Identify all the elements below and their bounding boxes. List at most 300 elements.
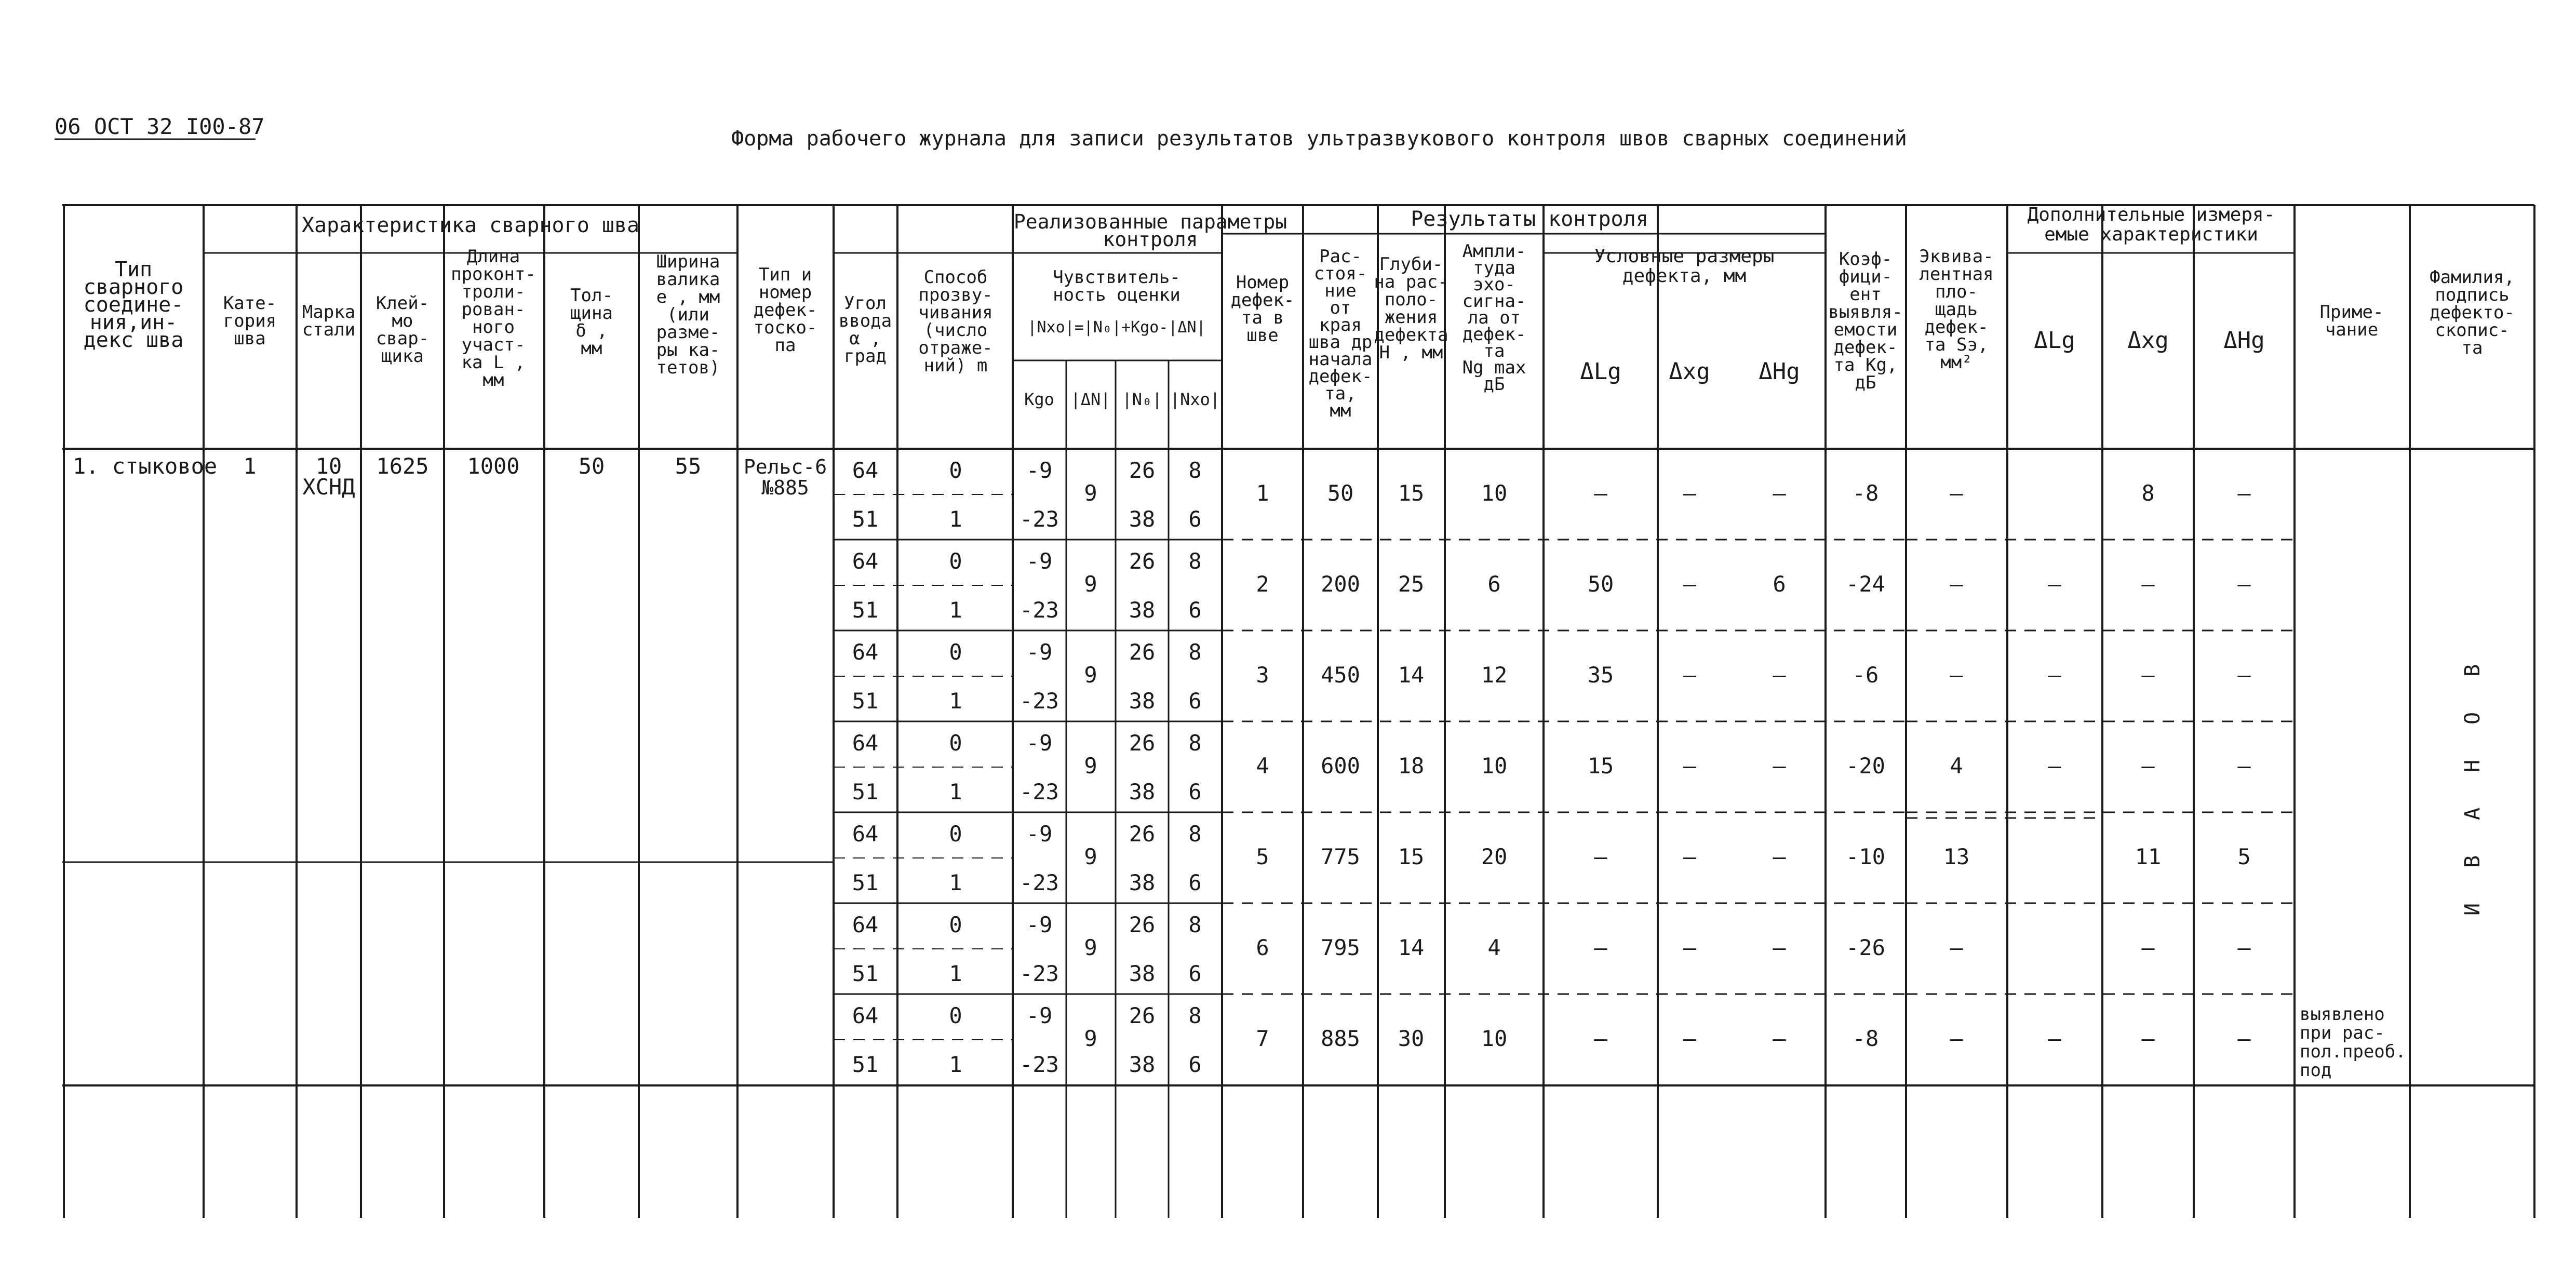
row-defect-no: 3 [1256, 662, 1269, 688]
row-cond-dHg: – [1773, 662, 1786, 688]
header-length: ка L , [461, 352, 526, 373]
row-extra-dxg: – [2141, 1026, 2155, 1051]
row-angle: 51 [852, 597, 879, 623]
header-equiv-area: та Sэ, [1924, 334, 1989, 355]
header-category: гория [223, 311, 277, 331]
row-extra-dxg: – [2141, 571, 2155, 597]
header-distance: та, [1324, 383, 1357, 404]
row-distance: 775 [1321, 844, 1360, 869]
row-extra-dxg: – [2141, 753, 2155, 779]
row-distance: 600 [1321, 753, 1360, 779]
row-n0: 26 [1129, 458, 1156, 483]
row-cond-dLg: 15 [1587, 753, 1614, 779]
header-depth: на рас- [1374, 272, 1448, 292]
row-extra-dHg: – [2237, 1026, 2251, 1051]
row-method: 0 [949, 821, 962, 847]
row-angle: 51 [852, 506, 879, 532]
row-extra-dxg: – [2141, 662, 2155, 688]
header-amplitude: Ng max [1462, 357, 1526, 378]
row-cond-dxg: – [1683, 753, 1696, 779]
header-device: па [774, 335, 796, 356]
row-method: 1 [949, 688, 962, 714]
row-n0: 38 [1129, 870, 1156, 895]
row-amplitude: 20 [1481, 844, 1508, 869]
header-amplitude: ла от [1467, 307, 1521, 328]
header-sensitivity: Чувствитель- [1053, 267, 1180, 288]
inspector-name-letter: И [2461, 903, 2485, 916]
header-type-weld: Тип [114, 258, 153, 281]
header-depth: жения [1384, 307, 1438, 328]
header-distance: ние [1324, 280, 1357, 301]
row-kgo: -9 [1026, 639, 1053, 665]
row-distance: 200 [1321, 571, 1360, 597]
header-equiv-area: Эквива- [1919, 246, 1994, 267]
row-cond-dHg: – [1773, 480, 1786, 506]
header-extra-sub: ΔLg [2034, 327, 2075, 354]
row-note: под [2300, 1060, 2332, 1081]
header-bead-width: тетов) [656, 357, 720, 378]
header-category: шва [234, 328, 266, 349]
header-steel: стали [302, 319, 356, 340]
row-delta-n: 9 [1084, 844, 1097, 869]
row-n0: 26 [1129, 1003, 1156, 1028]
row-depth: 15 [1398, 844, 1425, 869]
header-results-group: Результаты контроля [1411, 207, 1648, 231]
row-depth: 25 [1398, 571, 1425, 597]
header-cond-size-group: дефекта, мм [1622, 265, 1747, 287]
header-length: Длина [466, 246, 520, 267]
row-nxo: 6 [1188, 688, 1202, 714]
row-method: 0 [949, 639, 962, 665]
row-kgo: -23 [1019, 1052, 1059, 1077]
header-cond-size-sub: ΔHg [1759, 358, 1800, 385]
row-kgo: -23 [1019, 870, 1059, 895]
row-nxo: 8 [1188, 730, 1202, 756]
row-nxo: 6 [1188, 961, 1202, 986]
row-nxo: 8 [1188, 821, 1202, 847]
row-method: 1 [949, 1052, 962, 1077]
row-depth: 15 [1398, 480, 1425, 506]
row-cond-dHg: – [1773, 935, 1786, 960]
row-distance: 450 [1321, 662, 1360, 688]
header-length: мм [482, 370, 504, 391]
header-coef: та Kg, [1833, 355, 1898, 375]
row-angle: 64 [852, 821, 879, 847]
row-cond-dLg: – [1594, 935, 1607, 960]
row-coef: -8 [1852, 1026, 1879, 1051]
row-depth: 14 [1398, 662, 1425, 688]
row-kgo: -9 [1026, 730, 1053, 756]
header-length: участ- [461, 334, 526, 355]
header-extra-group: емые характеристики [2044, 224, 2258, 245]
row-delta-n: 9 [1084, 753, 1097, 779]
row-angle: 64 [852, 548, 879, 574]
row-kgo: -23 [1019, 779, 1059, 804]
header-sensitivity-sub: |N₀| [1122, 390, 1162, 409]
row-angle: 51 [852, 779, 879, 804]
table-text [55, 114, 2515, 1081]
row-cond-dLg: – [1594, 844, 1607, 869]
header-bead-width: (или [667, 304, 709, 325]
header-category: Кате- [223, 293, 277, 314]
header-angle: α , [849, 328, 881, 349]
header-equiv-area: щадь [1935, 299, 1978, 320]
inspector-name-letter: О [2461, 712, 2485, 725]
row-n0: 38 [1129, 597, 1156, 623]
header-cond-size-sub: Δxg [1669, 358, 1710, 385]
row-coef: -20 [1846, 753, 1885, 779]
header-inspector: та [2461, 338, 2483, 358]
header-amplitude: сигна- [1462, 291, 1526, 312]
header-method: (число [923, 320, 988, 341]
row-cond-dHg: – [1773, 753, 1786, 779]
row-equiv-area: – [1950, 571, 1963, 597]
header-coef: Коэф- [1839, 249, 1893, 270]
row-kgo: -9 [1026, 912, 1053, 937]
row-cond-dxg: – [1683, 935, 1696, 960]
weld-steel: ХСНД [302, 474, 355, 500]
row-nxo: 6 [1188, 597, 1202, 623]
header-depth: H , мм [1379, 342, 1443, 363]
header-weld-group: Характеристика сварного шва [301, 213, 640, 237]
row-nxo: 8 [1188, 458, 1202, 483]
row-extra-dxg: – [2141, 935, 2155, 960]
row-cond-dLg: – [1594, 480, 1607, 506]
row-method: 1 [949, 779, 962, 804]
row-amplitude: 10 [1481, 480, 1508, 506]
row-angle: 64 [852, 730, 879, 756]
row-n0: 38 [1129, 506, 1156, 532]
header-coef: дБ [1855, 372, 1876, 393]
row-equiv-area: 13 [1943, 844, 1970, 869]
row-extra-dLg: – [2048, 1026, 2061, 1051]
row-method: 0 [949, 912, 962, 937]
row-n0: 26 [1129, 639, 1156, 665]
header-length: рован- [461, 299, 526, 320]
row-cond-dHg: – [1773, 1026, 1786, 1051]
row-equiv-area: – [1950, 662, 1963, 688]
row-method: 0 [949, 548, 962, 574]
inspector-name-letter: В [2461, 855, 2485, 868]
inspector-name-letter: А [2461, 807, 2485, 821]
header-equiv-area: пло- [1935, 281, 1978, 302]
header-method: Способ [923, 267, 988, 288]
header-welder-mark: щика [381, 346, 424, 367]
row-distance: 795 [1321, 935, 1360, 960]
row-distance: 885 [1321, 1026, 1360, 1051]
weld-device: Рельс-6 [743, 455, 827, 478]
row-nxo: 8 [1188, 639, 1202, 665]
row-method: 1 [949, 506, 962, 532]
header-thickness: Тол- [570, 285, 613, 306]
row-nxo: 6 [1188, 870, 1202, 895]
header-coef: дефек- [1833, 337, 1898, 358]
header-type-weld: сварного [83, 275, 184, 299]
header-device: номер [758, 282, 812, 303]
page-reference: 06 ОСТ 32 I00-87 [55, 114, 265, 139]
row-cond-dxg: – [1683, 1026, 1696, 1051]
header-distance: мм [1330, 400, 1351, 421]
row-nxo: 6 [1188, 779, 1202, 804]
header-distance: начала [1308, 349, 1373, 370]
row-extra-dHg: – [2237, 662, 2251, 688]
row-note: выявлено [2300, 1004, 2385, 1025]
row-method: 1 [949, 961, 962, 986]
row-angle: 64 [852, 458, 879, 483]
row-delta-n: 9 [1084, 935, 1097, 960]
header-amplitude: дефек- [1462, 324, 1526, 345]
header-distance: стоя- [1313, 263, 1367, 284]
row-extra-dHg: 5 [2237, 844, 2251, 869]
row-depth: 30 [1398, 1026, 1425, 1051]
row-note: пол.преоб. [2300, 1041, 2406, 1062]
row-nxo: 6 [1188, 506, 1202, 532]
row-kgo: -23 [1019, 961, 1059, 986]
weld-category: 1 [243, 453, 257, 479]
row-kgo: -9 [1026, 821, 1053, 847]
row-n0: 38 [1129, 688, 1156, 714]
row-kgo: -23 [1019, 688, 1059, 714]
row-kgo: -23 [1019, 597, 1059, 623]
header-inspector: Фамилия, [2430, 267, 2515, 288]
row-method: 1 [949, 870, 962, 895]
row-angle: 51 [852, 1052, 879, 1077]
header-steel: Марка [302, 302, 356, 323]
row-amplitude: 10 [1481, 753, 1508, 779]
header-depth: Глуби- [1379, 254, 1443, 275]
row-extra-dHg: – [2237, 753, 2251, 779]
header-amplitude: эхо- [1473, 274, 1515, 295]
header-welder-mark: свар- [375, 328, 430, 349]
header-coef: фици- [1839, 266, 1893, 287]
row-note: при рас- [2300, 1023, 2385, 1043]
row-delta-n: 9 [1084, 662, 1097, 688]
row-depth: 18 [1398, 753, 1425, 779]
row-angle: 64 [852, 1003, 879, 1028]
header-welder-mark: мо [392, 311, 413, 331]
header-bead-width: Ширина [656, 251, 720, 272]
header-params-group: Реализованные параметры [1013, 210, 1287, 233]
row-n0: 38 [1129, 1052, 1156, 1077]
row-extra-dxg: 8 [2141, 480, 2155, 506]
row-delta-n: 9 [1084, 1026, 1097, 1051]
header-params-group: контроля [1103, 228, 1198, 251]
header-equiv-area: мм² [1940, 352, 1973, 373]
header-note: Приме- [2319, 302, 2384, 323]
header-method: чивания [918, 302, 993, 323]
header-type-weld: ния,ин- [89, 311, 178, 334]
header-amplitude: дБ [1483, 374, 1505, 395]
row-defect-no: 2 [1256, 571, 1269, 597]
row-n0: 26 [1129, 821, 1156, 847]
header-coef: выявля- [1828, 302, 1903, 323]
header-method: прозву- [918, 285, 993, 305]
row-defect-no: 5 [1256, 844, 1269, 869]
header-note: чание [2325, 319, 2379, 340]
header-thickness: мм [581, 338, 602, 359]
row-kgo: -9 [1026, 1003, 1053, 1028]
row-cond-dLg: – [1594, 1026, 1607, 1051]
row-nxo: 8 [1188, 548, 1202, 574]
row-angle: 51 [852, 961, 879, 986]
row-n0: 26 [1129, 912, 1156, 937]
row-method: 1 [949, 597, 962, 623]
row-coef: -8 [1852, 480, 1879, 506]
row-extra-dLg: – [2048, 753, 2061, 779]
row-delta-n: 9 [1084, 571, 1097, 597]
header-cond-size-group: Условные размеры [1594, 246, 1775, 267]
row-angle: 51 [852, 870, 879, 895]
row-nxo: 8 [1188, 912, 1202, 937]
row-cond-dLg: 35 [1587, 662, 1614, 688]
row-cond-dxg: – [1683, 844, 1696, 869]
header-angle: Угол [844, 293, 887, 314]
header-method: отраже- [918, 338, 993, 358]
row-n0: 26 [1129, 730, 1156, 756]
row-cond-dHg: – [1773, 844, 1786, 869]
header-angle: град [844, 346, 887, 367]
weld-welder-mark: 1625 [376, 453, 429, 479]
header-inspector: подпись [2435, 285, 2510, 305]
header-method: ний) m [923, 355, 988, 376]
weld-thickness: 50 [578, 453, 605, 479]
row-kgo: -9 [1026, 548, 1053, 574]
row-method: 0 [949, 730, 962, 756]
header-coef: ент [1849, 284, 1882, 305]
row-cond-dHg: 6 [1773, 571, 1786, 597]
header-bead-width: разме- [656, 322, 720, 343]
header-equiv-area: дефек- [1924, 317, 1989, 338]
row-equiv-area: – [1950, 480, 1963, 506]
row-equiv-area: – [1950, 1026, 1963, 1051]
row-extra-dHg: – [2237, 480, 2251, 506]
row-cond-dxg: – [1683, 662, 1696, 688]
header-depth: дефекта [1374, 325, 1448, 345]
header-bead-width: валика [656, 269, 720, 290]
row-method: 0 [949, 458, 962, 483]
row-extra-dHg: – [2237, 571, 2251, 597]
header-defect-no: та в [1241, 307, 1284, 328]
row-nxo: 8 [1188, 1003, 1202, 1028]
weld-bead-width: 55 [675, 453, 702, 479]
inspector-name-letter: В [2461, 664, 2485, 677]
header-length: ного [472, 317, 515, 338]
header-welder-mark: Клей- [375, 293, 430, 314]
row-defect-no: 6 [1256, 935, 1269, 960]
row-nxo: 6 [1188, 1052, 1202, 1077]
header-distance: шва др [1308, 332, 1373, 353]
row-angle: 64 [852, 639, 879, 665]
header-sensitivity-sub: Kgo [1024, 390, 1054, 409]
weld-device: №885 [761, 476, 809, 499]
header-inspector: дефекто- [2430, 302, 2515, 323]
weld-steel: 10 [315, 453, 342, 479]
header-sensitivity-sub: |ΔN| [1070, 390, 1111, 409]
row-extra-dLg: – [2048, 571, 2061, 597]
header-cond-size-sub: ΔLg [1580, 358, 1621, 385]
row-defect-no: 1 [1256, 480, 1269, 506]
header-thickness: δ , [575, 320, 608, 341]
row-coef: -24 [1846, 571, 1885, 597]
header-device: дефек- [753, 300, 817, 320]
row-delta-n: 9 [1084, 480, 1097, 506]
header-distance: дефек- [1308, 366, 1373, 387]
header-extra-group: Дополнительные измеря- [2027, 204, 2275, 225]
row-amplitude: 6 [1487, 571, 1501, 597]
header-sensitivity-formula: |Nxo|=|N₀|+Kgo-|ΔN| [1027, 318, 1206, 337]
header-coef: емости [1833, 319, 1898, 340]
header-amplitude: та [1483, 341, 1505, 361]
header-amplitude: туда [1473, 258, 1515, 278]
header-length: троли- [461, 281, 526, 302]
row-amplitude: 4 [1487, 935, 1501, 960]
row-coef: -6 [1852, 662, 1879, 688]
form-title: Форма рабочего журнала для записи результатов ультразвукового контроля швов сварных соединений [731, 127, 1907, 151]
header-type-weld: соедине- [83, 293, 184, 317]
header-extra-sub: ΔHg [2223, 327, 2265, 354]
weld-length: 1000 [467, 453, 520, 479]
row-amplitude: 10 [1481, 1026, 1508, 1051]
header-distance: от [1330, 298, 1351, 318]
header-extra-sub: Δxg [2127, 327, 2169, 354]
inspector-name-letter: Н [2461, 759, 2485, 773]
row-extra-dLg: – [2048, 662, 2061, 688]
header-defect-no: шве [1246, 325, 1279, 346]
header-thickness: щина [570, 303, 613, 324]
row-kgo: -23 [1019, 506, 1059, 532]
row-cond-dxg: – [1683, 480, 1696, 506]
header-distance: Рас- [1319, 246, 1362, 267]
header-bead-width: ры ка- [656, 340, 720, 360]
row-coef: -26 [1846, 935, 1885, 960]
row-defect-no: 7 [1256, 1026, 1269, 1051]
row-method: 0 [949, 1003, 962, 1028]
row-n0: 38 [1129, 779, 1156, 804]
row-angle: 64 [852, 912, 879, 937]
header-defect-no: дефек- [1230, 290, 1295, 311]
header-depth: поло- [1384, 289, 1438, 310]
row-amplitude: 12 [1481, 662, 1508, 688]
row-equiv-area: 4 [1950, 753, 1963, 779]
weld-type: 1. стыковое [73, 453, 218, 479]
row-coef: -10 [1846, 844, 1885, 869]
row-depth: 14 [1398, 935, 1425, 960]
header-amplitude: Ампли- [1462, 241, 1526, 262]
row-equiv-area: – [1950, 935, 1963, 960]
row-cond-dLg: 50 [1587, 571, 1614, 597]
row-n0: 26 [1129, 548, 1156, 574]
row-kgo: -9 [1026, 458, 1053, 483]
header-sensitivity-sub: |Nxo| [1170, 390, 1220, 409]
header-length: проконт- [451, 264, 536, 285]
row-cond-dxg: – [1683, 571, 1696, 597]
header-bead-width: e , мм [656, 287, 720, 307]
row-n0: 38 [1129, 961, 1156, 986]
row-extra-dHg: – [2237, 935, 2251, 960]
header-device: тоско- [753, 317, 817, 338]
header-defect-no: Номер [1236, 272, 1290, 293]
row-extra-dxg: 11 [2135, 844, 2162, 869]
header-angle: ввода [838, 311, 892, 331]
header-type-weld: декс шва [83, 328, 184, 352]
header-distance: края [1319, 315, 1362, 336]
header-equiv-area: лентная [1919, 264, 1994, 285]
row-defect-no: 4 [1256, 753, 1269, 779]
row-angle: 51 [852, 688, 879, 714]
header-device: Тип и [758, 264, 812, 285]
header-sensitivity: ность оценки [1053, 285, 1180, 305]
header-inspector: скопис- [2435, 320, 2510, 341]
